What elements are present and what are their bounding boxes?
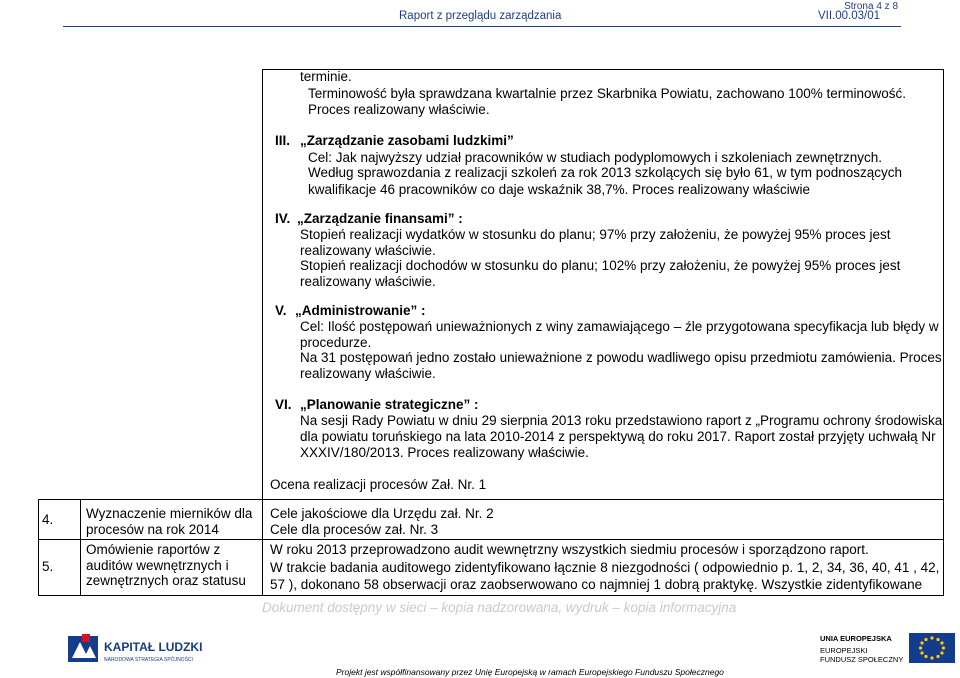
assessment-note: Ocena realizacji procesów Zał. Nr. 1: [270, 477, 487, 492]
section-5-line-4: realizowany właściwie.: [300, 366, 436, 381]
section-6-line-2: dla powiatu toruńskiego na lata 2010-2014 z perspektywą do roku 2017. Raport został przyjęty uchwałą Nr: [300, 429, 936, 444]
section-3-line-1: Cel: Jak najwyższy udział pracowników w studiach podyplomowych i szkoleniach zewnętrznych.: [308, 150, 883, 165]
eu-logo-line-2: EUROPEJSKI: [820, 646, 868, 655]
eu-logo-line-1: UNIA EUROPEJSKA: [820, 634, 892, 643]
section-4-line-2: realizowany właściwie.: [300, 243, 436, 258]
table-rule-bottom: [38, 595, 944, 596]
section-3-line-2: Według sprawozdania z realizacji szkoleń za rok 2013 szkolących się było 61, w tym podnoszących: [308, 165, 903, 180]
row-4-content-line-2: Cele dla procesów zał. Nr. 3: [270, 522, 439, 537]
section-5-line-2: procedurze.: [300, 335, 372, 350]
eu-logo-line-3: FUNDUSZ SPOŁECZNY: [820, 655, 904, 664]
section-5-line-1: Cel: Ilość postępowań unieważnionych z winy zamawiającego – źle przygotowana specyfikacja lub błędy w: [300, 319, 939, 334]
section-6-title: „Planowanie strategiczne” :: [300, 397, 479, 412]
section-3-numeral: III.: [275, 133, 291, 148]
section-4-title: „Zarządzanie finansami” :: [297, 211, 463, 226]
row-5-content-line-3: 57 ), dokonano 58 obserwacji oraz zaobserwowano co najmniej 1 dobrą praktykę. Wszystkie zidentyfikowane: [270, 577, 923, 592]
table-border-left: [262, 69, 263, 596]
row-5-desc-line-1: Omówienie raportów z: [86, 542, 221, 557]
table-border-right: [943, 69, 944, 596]
row-4-number: 4.: [42, 512, 54, 527]
intro-line-2: Proces realizowany właściwie.: [308, 102, 490, 117]
section-4-numeral: IV.: [275, 211, 291, 226]
section-4-line-3: Stopień realizacji dochodów w stosunku do planu; 102% przy założeniu, że powyżej 95% proces jest: [300, 258, 901, 273]
project-cofinancing-note: Projekt jest współfinansowany przez Unię Europejską w ramach Europejskiego Funduszu Społecznego: [336, 667, 724, 677]
row-5-desc-line-2: auditów wewnętrznych i: [86, 558, 229, 573]
table-rule-row4: [38, 499, 944, 500]
section-6-line-3: XXXIV/180/2013. Proces realizowany właściwie.: [300, 445, 589, 460]
kl-logo-name: KAPITAŁ LUDZKI: [104, 640, 203, 654]
document-code: VII.00.03/01: [818, 10, 881, 22]
section-6-line-1: Na sesji Rady Powiatu w dniu 29 sierpnia 2013 roku przedstawiono raport z „Programu ochrony środowiska: [300, 413, 943, 428]
header-rule: [63, 26, 901, 27]
section-3-line-3: kwalifikacje 46 pracowników co daje wskaźnik 38,7%. Proces realizowany właściwie: [308, 182, 810, 197]
row-5-content-line-1: W roku 2013 przeprowadzono audit wewnętrzny wszystkich siedmiu procesów i sporządzono raport.: [270, 542, 869, 557]
table-rule-top: [262, 69, 944, 70]
table-border-outer-left: [38, 499, 39, 596]
table-divider-num: [80, 499, 81, 596]
table-rule-row5: [38, 539, 944, 540]
row-5-content-line-2: W trakcie badania auditowego zidentyfikowano łącznie 8 niezgodności ( odpowiednio p. 1, 2, 34, 36, 40, 41 , 42,: [270, 560, 940, 575]
row-4-desc-line-1: Wyznaczenie mierników dla: [86, 506, 253, 521]
row-5-number: 5.: [42, 559, 54, 574]
header-title: Raport z przeglądu zarządzania: [399, 10, 562, 22]
row-5-desc-line-3: zewnętrznych oraz statusu: [86, 573, 246, 588]
kapital-ludzki-logo: [66, 632, 206, 666]
row-4-content-line-1: Cele jakościowe dla Urzędu zał. Nr. 2: [270, 506, 494, 521]
intro-line-0: terminie.: [300, 69, 352, 84]
section-3-title: „Zarządzanie zasobami ludzkimi”: [300, 133, 514, 148]
section-4-line-4: realizowany właściwie.: [300, 274, 436, 289]
controlled-copy-note: Dokument dostępny w sieci – kopia nadzorowana, wydruk – kopia informacyjna: [262, 600, 737, 615]
section-4-line-1: Stopień realizacji wydatków w stosunku do planu; 97% przy założeniu, że powyżej 95% proces jest: [300, 227, 891, 242]
section-5-title: „Administrowanie” :: [295, 303, 426, 318]
row-4-desc-line-2: procesów na rok 2014: [86, 522, 219, 537]
kl-logo-subtitle: NARODOWA STRATEGIA SPÓJNOŚCI: [104, 657, 193, 663]
page-number: Strona 4 z 8: [844, 1, 898, 12]
kl-emblem-accent: [82, 634, 90, 642]
section-6-numeral: VI.: [275, 397, 292, 412]
eu-social-fund-logo: [812, 630, 957, 666]
section-5-line-3: Na 31 postępowań jedno zostało unieważnione z powodu wadliwego opisu przedmiotu zamówienia. Proces: [300, 350, 942, 365]
section-5-numeral: V.: [275, 303, 287, 318]
intro-line-1: Terminowość była sprawdzana kwartalnie przez Skarbnika Powiatu, zachowano 100% terminowość.: [308, 86, 907, 101]
